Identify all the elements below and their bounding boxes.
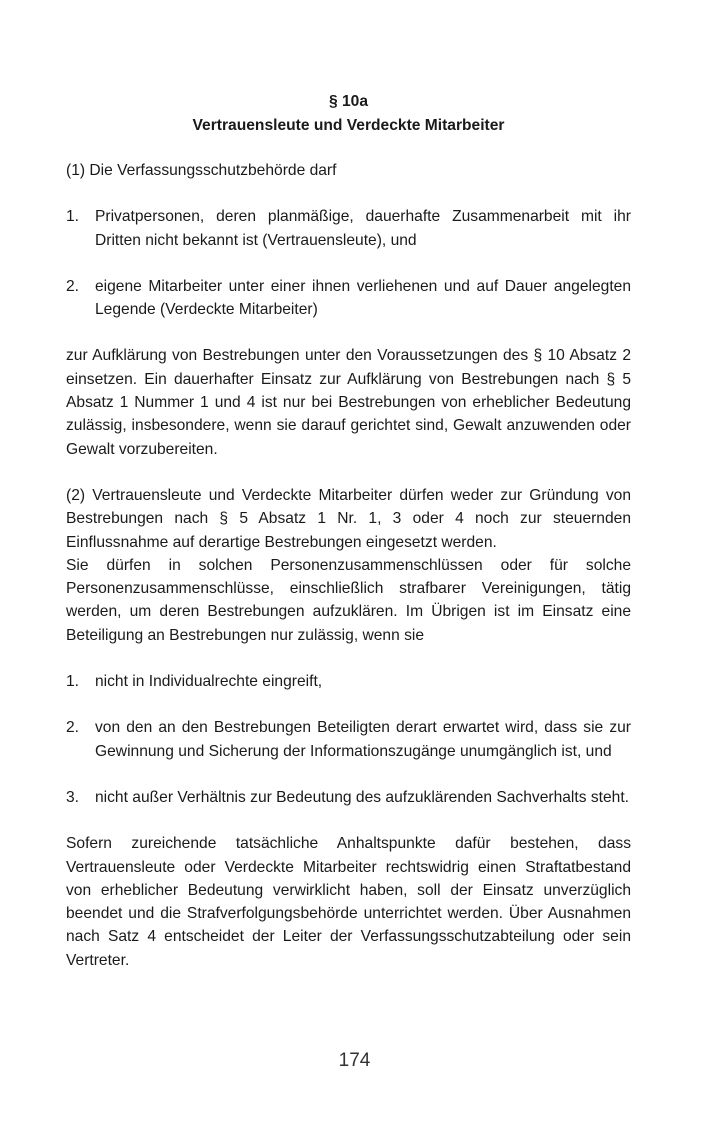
paragraph-1-continuation: zur Aufklärung von Bestrebungen unter den Voraussetzungen des § 10 Absatz 2 einsetzen. Ein dauerhafter Einsatz zur Aufklärung von Bestrebungen nach § 5 Absatz 1 Nummer 1 und 4 ist nur bei Bestrebungen von erheblicher Bedeutung zulässig, insbesondere, wenn sie darauf gerichtet sind, Gewalt anzuwenden oder Gewalt vorzubereiten.	[66, 347, 631, 458]
paragraph-2-closing: Sofern zureichende tatsächliche Anhaltspunkte dafür bestehen, dass Vertrauensleute oder Verdeckte Mitarbeiter rechtswidrig einen Straftatbestand von erheblicher Bedeutung verwirklicht haben, soll der Einsatz unverzüglich beendet und die Strafverfolgungsbehörde unterrichtet werden. Über Ausnahmen nach Satz 4 entscheidet der Leiter der Verfassungsschutzabteilung oder sein Vertreter.	[66, 835, 631, 969]
page-number: 174	[338, 1050, 371, 1071]
list-item-number: 1.	[66, 208, 80, 226]
paragraph-1-list	[66, 205, 631, 321]
section-number: § 10a	[328, 93, 369, 110]
paragraph-2-list	[66, 670, 631, 809]
paragraph-1-intro: (1) Die Verfassungsschutzbehörde darf	[66, 162, 337, 179]
list-item	[66, 205, 631, 252]
list-item-text: Privatpersonen, deren planmäßige, dauerhafte Zusammenarbeit mit ihr Dritten nicht bekannt ist (Vertrauensleute), und	[95, 208, 631, 249]
list-item-number: 1.	[66, 673, 80, 691]
list-item-number: 3.	[66, 788, 80, 806]
list-item-text: eigene Mitarbeiter unter einer ihnen verliehenen und auf Dauer angelegten Legende (Verdeckte Mitarbeiter)	[95, 277, 631, 319]
paragraph-2-text-b: Sie dürfen in solchen Personenzusammenschlüssen oder für solche Personenzusammenschlüsse, einschließlich strafbarer Vereinigungen, tätig werden, um deren Bestrebungen aufzuklären. Im Übrigen ist im Einsatz eine Beteiligung an Bestrebungen nur zulässig, wenn sie	[66, 556, 631, 644]
list-item-text: von den an den Bestrebungen Beteiligten derart erwartet wird, dass sie zur Gewinnung und Sicherung der Informationszugänge unumgänglich ist, und	[95, 719, 631, 760]
list-item-number: 2.	[66, 277, 80, 295]
list-item-text: nicht in Individualrechte eingreift,	[95, 673, 323, 691]
paragraph-2-text-a: (2) Vertrauensleute und Verdeckte Mitarbeiter dürfen weder zur Gründung von Bestrebungen nach § 5 Absatz 1 Nr. 1, 3 oder 4 noch zur steuernden Einflussnahme auf derartige Bestrebungen eingesetzt werden.	[66, 486, 631, 551]
document-page	[66, 90, 631, 995]
list-item	[66, 716, 631, 763]
list-item	[66, 275, 631, 322]
list-item	[66, 786, 631, 809]
section-title: Vertrauensleute und Verdeckte Mitarbeiter	[192, 116, 505, 134]
list-item	[66, 670, 631, 693]
list-item-number: 2.	[66, 719, 80, 737]
section-heading	[66, 90, 631, 137]
list-item-text: nicht außer Verhältnis zur Bedeutung des aufzuklärenden Sachverhalts steht.	[95, 788, 629, 806]
